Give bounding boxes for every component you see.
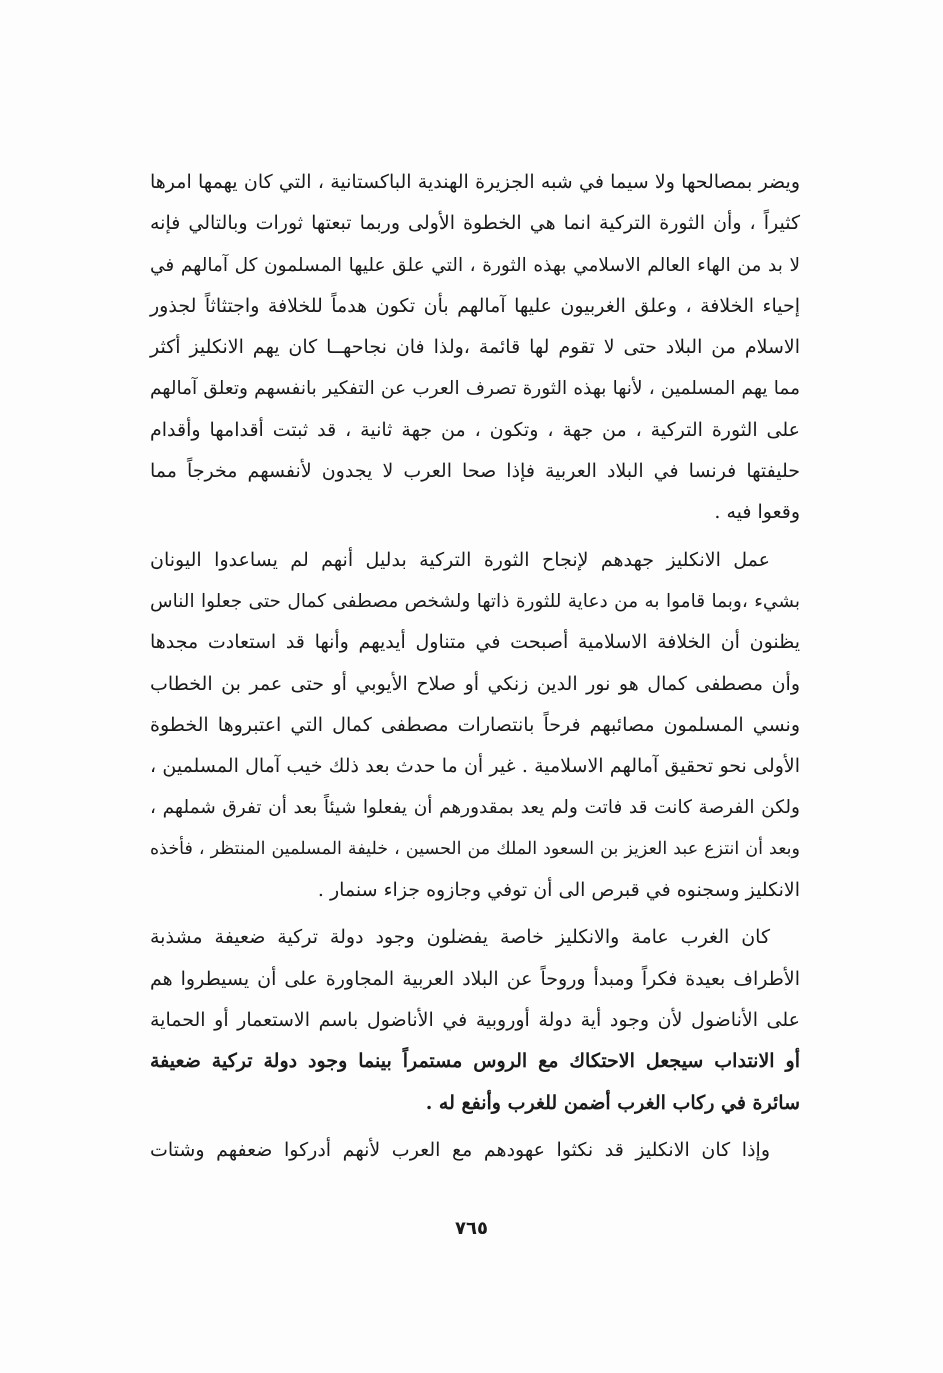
text-line: إحياء الخلافة ، وعلق الغربيون عليها آمالهم بأن تكون هدماً للخلافة واجتثاثاً لجذور: [150, 294, 800, 317]
text-line: على الأناضول لأن وجود أية دولة أوروبية في الأناضول باسم الاستعمار أو الحماية: [150, 1008, 800, 1031]
page-number: ٧٦٥: [455, 1218, 488, 1239]
text-line: ويضر بمصالحها ولا سيما في شبه الجزيرة الهندية الباكستانية ، التي كان يهمها امرها: [150, 171, 800, 193]
text-line: ولكن الفرصة كانت قد فاتت ولم يعد بمقدورهم أن يفعلوا شيئاً بعد أن تفرق شملهم ،: [150, 797, 800, 819]
text-line-bold: سائرة في ركاب الغرب أضمن للغرب وأنفع له .: [425, 1091, 800, 1114]
body-text: [150, 162, 800, 1171]
text-line: وبعد أن انتزع عبد العزيز بن السعود الملك من الحسين ، خليفة المسلمين المنتظر ، فأخذه: [150, 838, 800, 859]
text-line: وقعوا فيه .: [714, 501, 800, 524]
paragraph: [150, 1130, 800, 1171]
text-line: بشيء ،وبما قاموا به من دعاية للثورة ذاتها ولشخص مصطفى كمال حتى جعلوا الناس: [150, 590, 800, 612]
text-line: ونسي المسلمون مصائبهم فرحاً بانتصارات مصطفى كمال التي اعتبروها الخطوة: [150, 713, 800, 736]
text-line: مما يهم المسلمين ، لأنها بهذه الثورة تصرف العرب عن التفكير بانفسهم وتعلق آمالهم: [150, 378, 800, 400]
paragraph: [150, 917, 800, 1123]
text-line: لا بد من الهاء العالم الاسلامي بهذه الثورة ، التي علق عليها المسلمون كل آمالهم في: [150, 254, 800, 276]
text-line: يظنون أن الخلافة الاسلامية أصبحت في متناول أيديهم وأنها قد استعادت مجدها: [150, 631, 800, 654]
text-line: وأن مصطفى كمال هو نور الدين زنكي أو صلاح الأيوبي أو حتى عمر بن الخطاب: [150, 672, 800, 695]
text-line: الاسلام من البلاد حتى لا تقوم لها قائمة ،ولذا فان نجاحهــا كان يهم الانكليز أكثر: [150, 336, 800, 359]
text-line: الأطراف بعيدة فكراً ومبدأ وروحاً عن البلاد العربية المجاورة على أن يسيطروا هم: [150, 967, 800, 990]
text-line: وإذا كان الانكليز قد نكثوا عهودهم مع العرب لأنهم أدركوا ضعفهم وشتات: [150, 1138, 770, 1161]
text-line: الأولى نحو تحقيق آمالهم الاسلامية . غير أن ما حدث بعد ذلك خيب آمال المسلمين ،: [150, 755, 800, 778]
paragraph: [150, 540, 800, 912]
text-line: كثيراً ، وأن الثورة التركية انما هي الخطوة الأولى وربما تبعتها ثورات وبالتالي فإنه: [150, 212, 800, 235]
text-line: الانكليز وسجنوه في قبرص الى أن توفي وجازوه جزاء سنمار .: [317, 879, 800, 902]
text-line-bold: أو الانتداب سيجعل الاحتكاك مع الروس مستمراً بينما وجود دولة تركية ضعيفة: [150, 1050, 800, 1073]
text-line: على الثورة التركية ، من جهة ، وتكون ، من جهة ثانية ، قد ثبتت أقدامها وأقدام: [150, 418, 800, 441]
text-line: حليفتها فرنسا في البلاد العربية فإذا صحا العرب لا يجدون لأنفسهم مخرجاً مما: [150, 460, 800, 483]
paragraph: [150, 162, 800, 534]
text-line: كان الغرب عامة والانكليز خاصة يفضلون وجود دولة تركية ضعيفة مشذبة: [150, 926, 770, 949]
text-line: عمل الانكليز جهدهم لإنجاح الثورة التركية بدليل أنهم لم يساعدوا اليونان: [150, 548, 770, 571]
